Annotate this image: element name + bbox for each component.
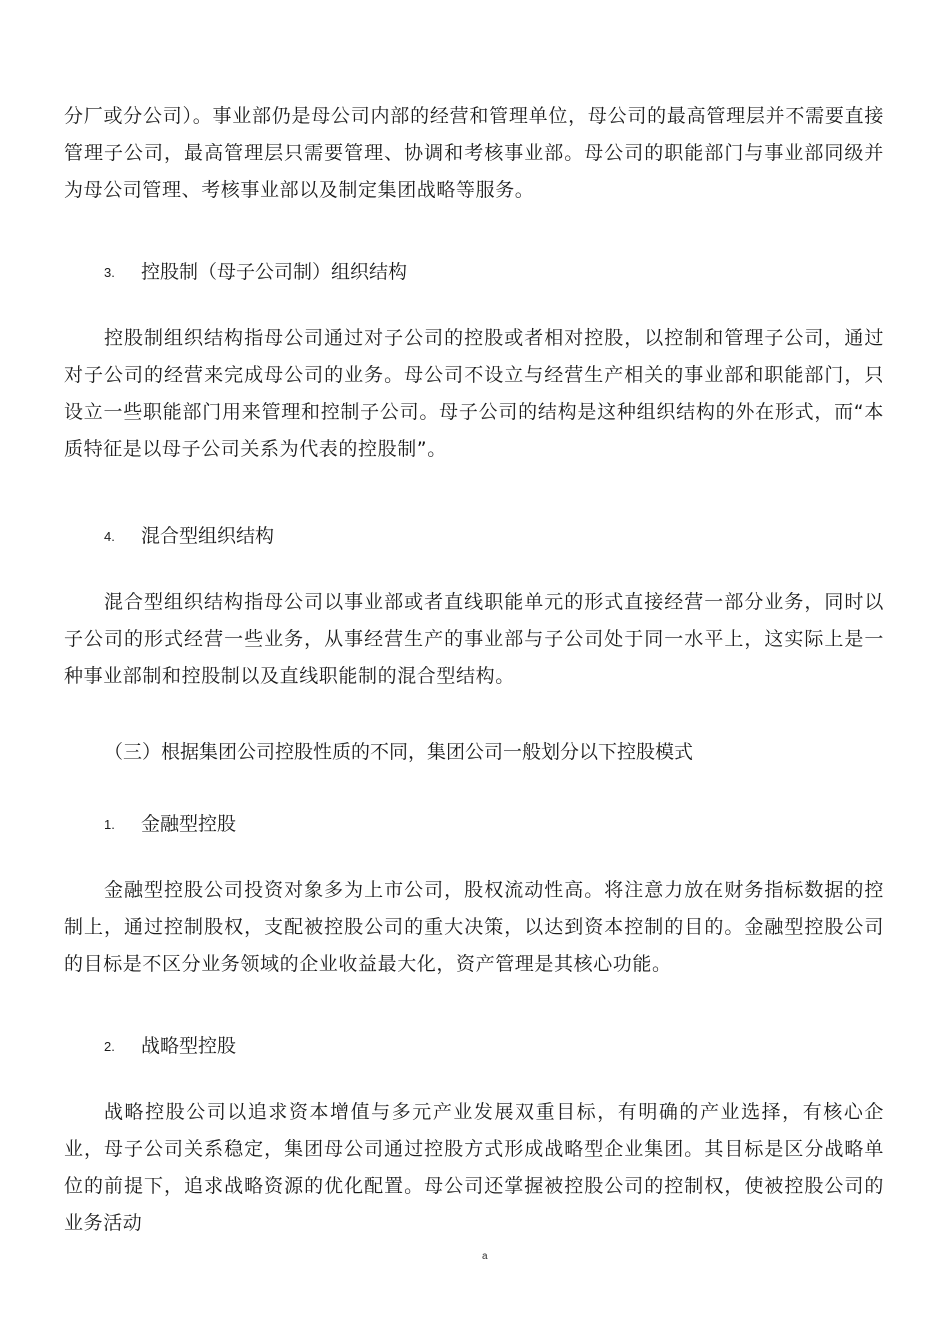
heading-holding-structure (104, 258, 407, 287)
heading-number: 1. (104, 817, 115, 832)
heading-text: 金融型控股 (141, 813, 237, 835)
heading-strategic-holding (104, 1032, 236, 1061)
heading-number: 2. (104, 1039, 115, 1054)
page-footer-marker: a (482, 1251, 488, 1262)
paragraph-hybrid-structure: 混合型组织结构指母公司以事业部或者直线职能单元的形式直接经营一部分业务，同时以子公司的形式经营一些业务，从事经营生产的事业部与子公司处于同一水平上，这实际上是一种事业部制和控股制以及直线职能制的混合型结构。 (64, 591, 884, 687)
heading-number: 4. (104, 529, 115, 544)
paragraph-holding-structure: 控股制组织结构指母公司通过对子公司的控股或者相对控股，以控制和管理子公司，通过对子公司的经营来完成母公司的业务。母公司不设立与经营生产相关的事业部和职能部门，只设立一些职能部门用来管理和控制子公司。母子公司的结构是这种组织结构的外在形式，而“本质特征是以母子公司关系为代表的控股制”。 (64, 327, 884, 460)
paragraph-divisional-structure-end: 分厂或分公司）。事业部仍是母公司内部的经营和管理单位，母公司的最高管理层并不需要直接管理子公司，最高管理层只需要管理、协调和考核事业部。母公司的职能部门与事业部同级并为母公司管理、考核事业部以及制定集团战略等服务。 (64, 105, 884, 201)
heading-number: 3. (104, 265, 115, 280)
heading-text: 控股制（母子公司制）组织结构 (141, 261, 408, 283)
heading-hybrid-structure (104, 522, 274, 551)
heading-text: 战略型控股 (141, 1035, 237, 1057)
paragraph-strategic-holding: 战略控股公司以追求资本增值与多元产业发展双重目标，有明确的产业选择，有核心企业，母子公司关系稳定，集团母公司通过控股方式形成战略型企业集团。其目标是区分战略单位的前提下，追求战略资源的优化配置。母公司还掌握被控股公司的控制权，使被控股公司的业务活动 (64, 1101, 884, 1234)
section-heading-holding-modes: （三）根据集团公司控股性质的不同，集团公司一般划分以下控股模式 (104, 741, 694, 763)
heading-financial-holding (104, 810, 236, 839)
heading-text: 混合型组织结构 (141, 525, 275, 547)
paragraph-financial-holding: 金融型控股公司投资对象多为上市公司，股权流动性高。将注意力放在财务指标数据的控制上，通过控制股权，支配被控股公司的重大决策，以达到资本控制的目的。金融型控股公司的目标是不区分业务领域的企业收益最大化，资产管理是其核心功能。 (64, 879, 884, 975)
